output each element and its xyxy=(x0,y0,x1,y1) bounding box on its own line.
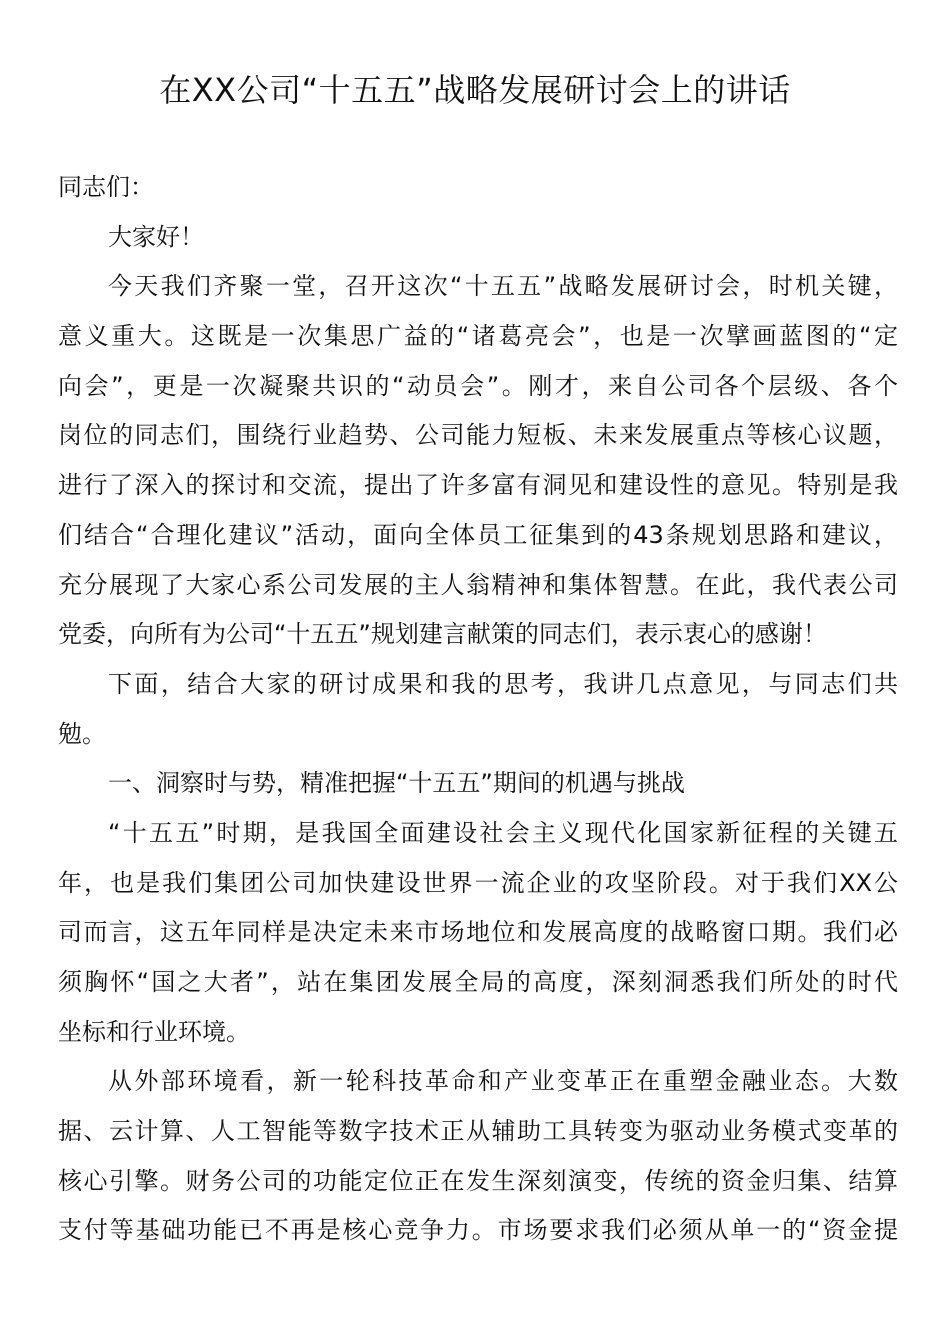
paragraph-line: 核心引擎。财务公司的功能定位正在发生深刻演变，传统的资金归集、结算 xyxy=(58,1166,898,1195)
paragraph-line: 支付等基础功能已不再是核心竞争力。市场要求我们必须从单一的“资金提 xyxy=(58,1216,898,1245)
paragraph-line: 司而言，这五年同样是决定未来市场地位和发展高度的战略窗口期。我们必 xyxy=(58,918,898,947)
paragraph-line: 从外部环境看，新一轮科技革命和产业变革正在重塑金融业态。大数 xyxy=(108,1067,898,1096)
page-title: 在XX公司“十五五”战略发展研讨会上的讲话 xyxy=(159,71,791,109)
paragraph-line: 进行了深入的探讨和交流，提出了许多富有洞见和建设性的意见。特别是我 xyxy=(58,471,898,500)
paragraph-line: 坐标和行业环境。 xyxy=(58,1017,250,1046)
paragraph-line: 下面，结合大家的研讨成果和我的思考，我讲几点意见，与同志们共 xyxy=(108,669,898,698)
paragraph-line: 向会”，更是一次凝聚共识的“动员会”。刚才，来自公司各个层级、各个 xyxy=(58,371,898,400)
paragraph-line: 党委，向所有为公司“十五五”规划建言献策的同志们，表示衷心的感谢！ xyxy=(58,620,827,649)
paragraph-line: 勉。 xyxy=(58,719,106,748)
salutation-line: 同志们： xyxy=(58,173,154,201)
paragraph-line: 今天我们齐聚一堂，召开这次“十五五”战略发展研讨会，时机关键， xyxy=(108,272,898,301)
section-heading: 一、洞察时与势，精准把握“十五五”期间的机遇与挑战 xyxy=(108,769,685,798)
paragraph-line: 岗位的同志们，围绕行业趋势、公司能力短板、未来发展重点等核心议题， xyxy=(58,421,898,450)
paragraph-line: 充分展现了大家心系公司发展的主人翁精神和集体智慧。在此，我代表公司 xyxy=(58,570,898,599)
paragraph-line: “十五五”时期，是我国全面建设社会主义现代化国家新征程的关键五 xyxy=(108,818,898,847)
paragraph-line: 们结合“合理化建议”活动，面向全体员工征集到的43条规划思路和建议， xyxy=(58,520,898,549)
greeting-line: 大家好！ xyxy=(108,222,204,251)
paragraph-line: 据、云计算、人工智能等数字技术正从辅助工具转变为驱动业务模式变革的 xyxy=(58,1117,898,1146)
paragraph-line: 年，也是我们集团公司加快建设世界一流企业的攻坚阶段。对于我们XX公 xyxy=(58,868,898,897)
paragraph-line: 须胸怀“国之大者”，站在集团发展全局的高度，深刻洞悉我们所处的时代 xyxy=(58,968,898,996)
paragraph-line: 意义重大。这既是一次集思广益的“诸葛亮会”，也是一次擘画蓝图的“定 xyxy=(58,322,898,351)
document-body xyxy=(58,163,898,1256)
